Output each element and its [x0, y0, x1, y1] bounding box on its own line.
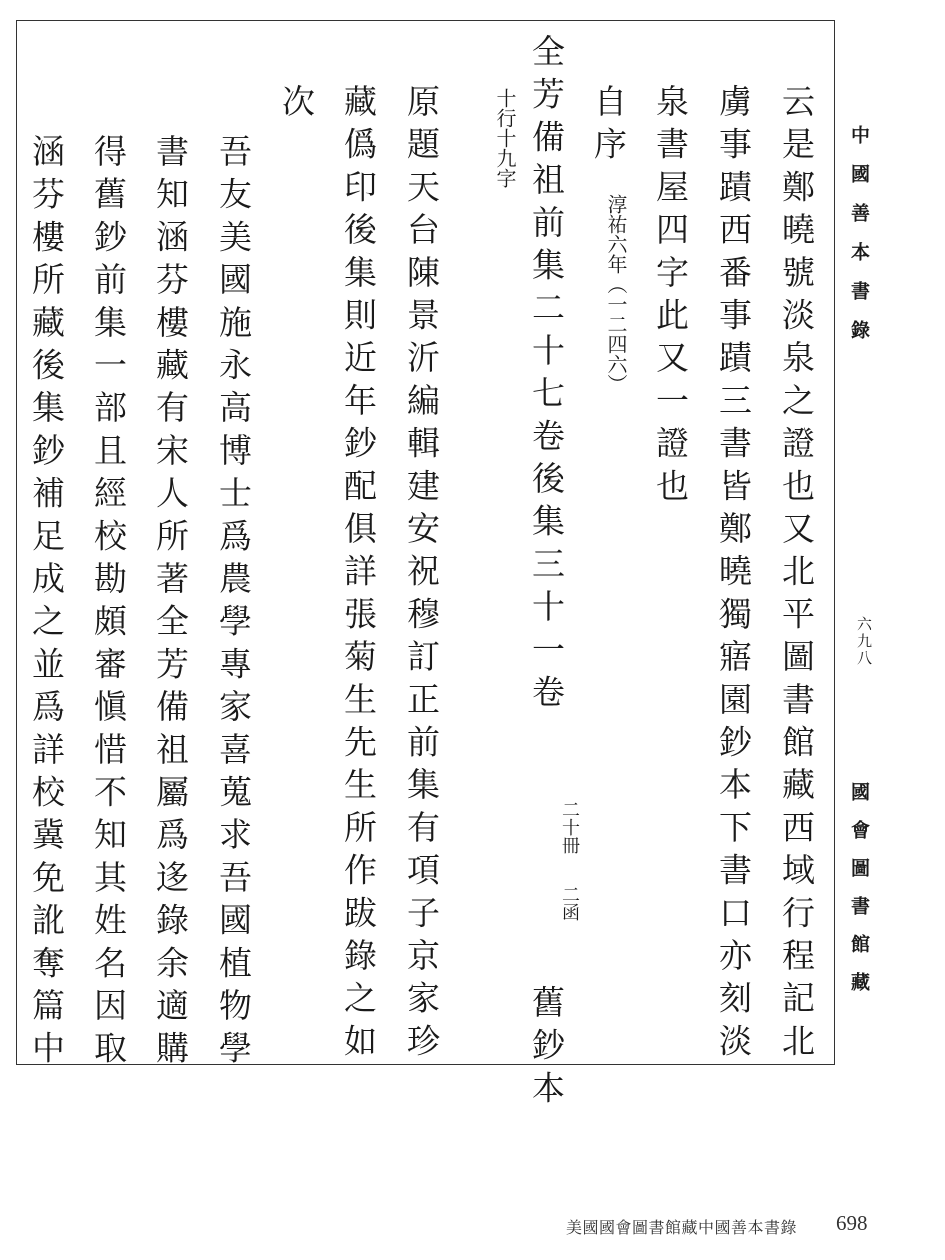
edition-type: 舊鈔本 — [527, 985, 566, 1114]
vertical-page-number: 六九八 — [855, 616, 873, 667]
text-column-3: 泉書屋四字此又一證也 — [651, 84, 690, 511]
text-column-11: 書知涵芬樓藏有宋人所著全芳備祖屬爲迻錄余適購 — [151, 134, 190, 1074]
text-column-8: 藏僞印後集則近年鈔配俱詳張菊生先生所作跋錄之如 — [339, 84, 378, 1067]
text-column-9: 次 — [277, 84, 316, 127]
text-column-12: 得舊鈔前集一部且經校勘頗審愼惜不知其姓名因取 — [89, 134, 128, 1074]
case-count: 二函 — [559, 885, 580, 921]
text-column-1: 云是鄭曉號淡泉之證也又北平圖書館藏西域行程記北 — [777, 84, 816, 1067]
footer-caption: 美國國會圖書館藏中國善本書錄 — [566, 1220, 798, 1237]
footer-page-number: 698 — [836, 1211, 868, 1235]
preface-heading: 自序 — [589, 84, 628, 170]
text-column-7: 原題天台陳景沂編輯建安祝穆訂正前集有項子京家珍 — [402, 84, 441, 1067]
text-column-13: 涵芬樓所藏後集鈔補足成之並爲詳校冀免訛奪篇中 — [27, 134, 66, 1074]
holding-library-label: 國會圖書館藏 — [848, 782, 870, 1010]
book-entry-title: 全芳備祖前集二十七卷後集三十一卷 — [527, 34, 566, 718]
text-column-2: 虜事蹟西番事蹟三書皆鄭曉獨寤園鈔本下書口亦刻淡 — [714, 84, 753, 1067]
preface-date: 淳祐六年（一二四六） — [604, 194, 628, 394]
volume-count: 二十冊 — [559, 800, 580, 854]
format-note: 十行十九字 — [493, 88, 517, 188]
text-column-10: 吾友美國施永高博士爲農學專家喜蒐求吾國植物學 — [214, 134, 253, 1074]
book-title-label: 中國善本書錄 — [848, 125, 870, 359]
